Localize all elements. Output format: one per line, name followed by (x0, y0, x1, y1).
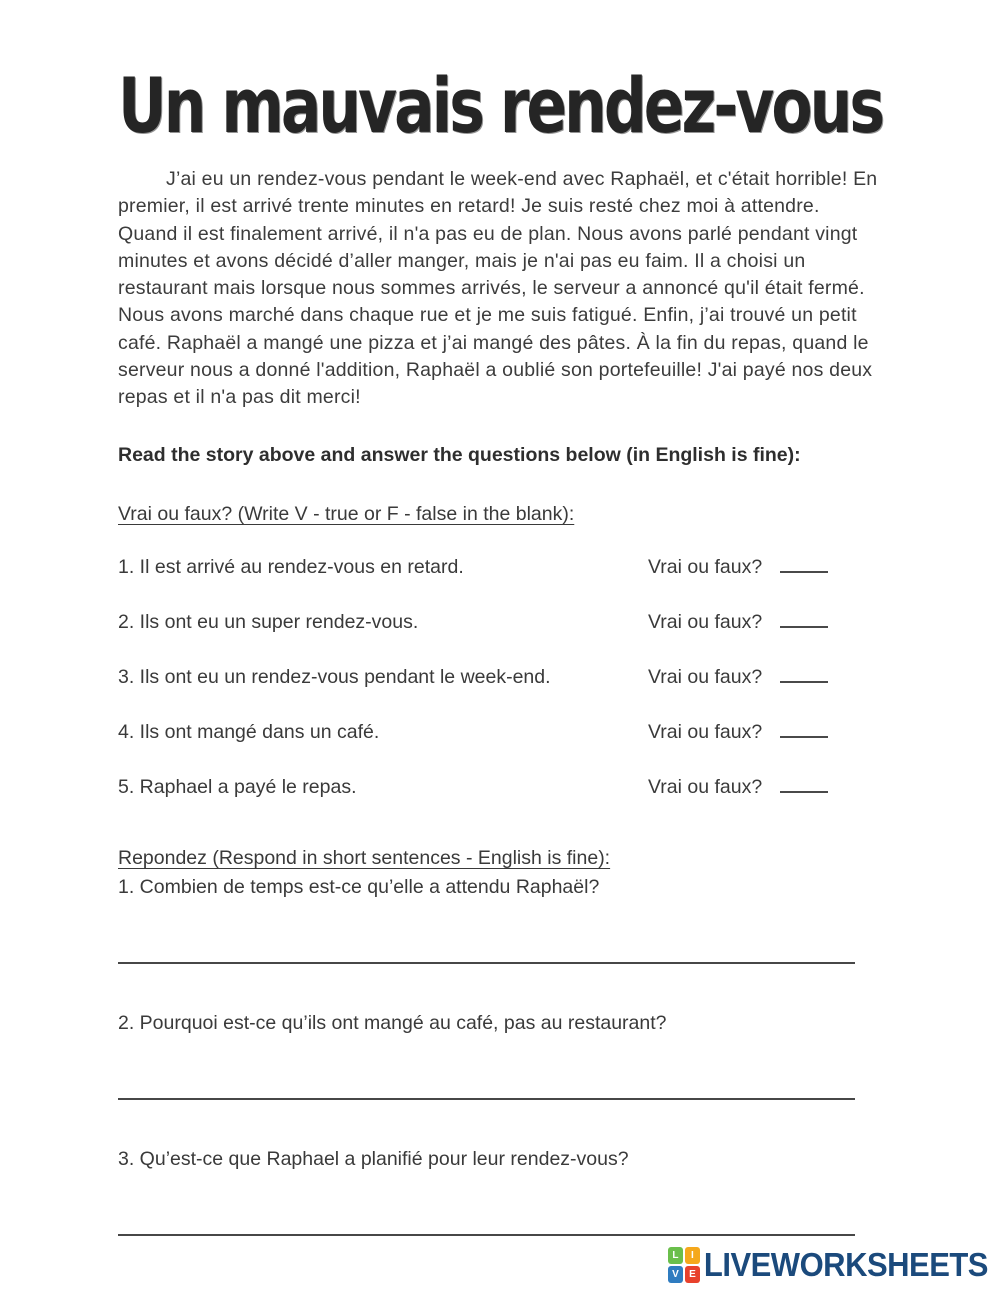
logo-square-v: V (668, 1266, 683, 1283)
vrai-faux-item (118, 719, 880, 746)
vrai-faux-blank[interactable] (780, 667, 828, 683)
repondez-question: 1. Combien de temps est-ce qu’elle a attendu Raphaël? (118, 875, 600, 898)
answer-line[interactable] (118, 1234, 855, 1236)
vrai-faux-label: Vrai ou faux? (648, 610, 763, 633)
vrai-faux-answer (648, 554, 880, 581)
answer-line[interactable] (118, 962, 855, 964)
page-title: Un mauvais rendez-vous (118, 62, 883, 151)
repondez-question: 2. Pourquoi est-ce qu’ils ont mangé au café, pas au restaurant? (118, 1011, 667, 1034)
answer-line[interactable] (118, 1098, 855, 1100)
vrai-faux-label: Vrai ou faux? (648, 775, 763, 798)
vrai-faux-question: 3. Ils ont eu un rendez-vous pendant le week-end. (118, 665, 551, 688)
liveworksheets-logo[interactable] (668, 1247, 988, 1283)
vrai-faux-item (118, 774, 880, 801)
vrai-faux-blank[interactable] (780, 557, 828, 573)
vrai-faux-blank[interactable] (780, 612, 828, 628)
repondez-header: Repondez (Respond in short sentences - English is fine): (118, 846, 611, 869)
liveworksheets-wordmark: LIVEWORKSHEETS (703, 1245, 988, 1284)
vrai-faux-list (118, 554, 880, 801)
vrai-faux-header: Vrai ou faux? (Write V - true or F - false in the blank): (118, 502, 575, 525)
vrai-faux-question: 5. Raphael a payé le repas. (118, 775, 357, 798)
vrai-faux-answer (648, 774, 880, 801)
repondez-section (118, 847, 880, 1236)
vrai-faux-answer (648, 609, 880, 636)
vrai-faux-item (118, 664, 880, 691)
logo-square-l: L (668, 1247, 683, 1264)
vrai-faux-answer (648, 719, 880, 746)
vrai-faux-blank[interactable] (780, 777, 828, 793)
vrai-faux-question: 1. Il est arrivé au rendez-vous en retard. (118, 555, 464, 578)
story-paragraph: J’ai eu un rendez-vous pendant le week-end avec Raphaël, et c'était horrible! En premier, il est arrivé trente minutes en retard! Je suis resté chez moi à attendre. Quand il est finalement arrivé, il n'a pas eu de plan. Nous avons parlé pendant vingt minutes et avons décidé d’aller manger, mais je n'ai pas eu faim. Il a choisi un restaurant mais lorsque nous sommes arrivés, le serveur a annoncé qu'il était fermé. Nous avons marché dans chaque rue et je me suis fatigué. Enfin, j’ai trouvé un petit café. Raphaël a mangé une pizza et j’ai mangé des pâtes. À la fin du repas, quand le serveur nous a donné l'addition, Raphaël a oublié son portefeuille! J'ai payé nos deux repas et il n'a pas dit merci! (118, 168, 878, 409)
vrai-faux-label: Vrai ou faux? (648, 555, 763, 578)
vrai-faux-question: 4. Ils ont mangé dans un café. (118, 720, 380, 743)
instruction-text: Read the story above and answer the questions below (in English is fine): (118, 443, 801, 466)
repondez-question: 3. Qu’est-ce que Raphael a planifié pour leur rendez-vous? (118, 1147, 629, 1170)
logo-square-i: I (685, 1247, 700, 1264)
vrai-faux-item (118, 554, 880, 581)
vrai-faux-label: Vrai ou faux? (648, 665, 763, 688)
vrai-faux-label: Vrai ou faux? (648, 720, 763, 743)
vrai-faux-answer (648, 664, 880, 691)
liveworksheets-squares-icon (668, 1247, 700, 1283)
vrai-faux-blank[interactable] (780, 722, 828, 738)
vrai-faux-question: 2. Ils ont eu un super rendez-vous. (118, 610, 419, 633)
vrai-faux-item (118, 609, 880, 636)
logo-square-e: E (685, 1266, 700, 1283)
